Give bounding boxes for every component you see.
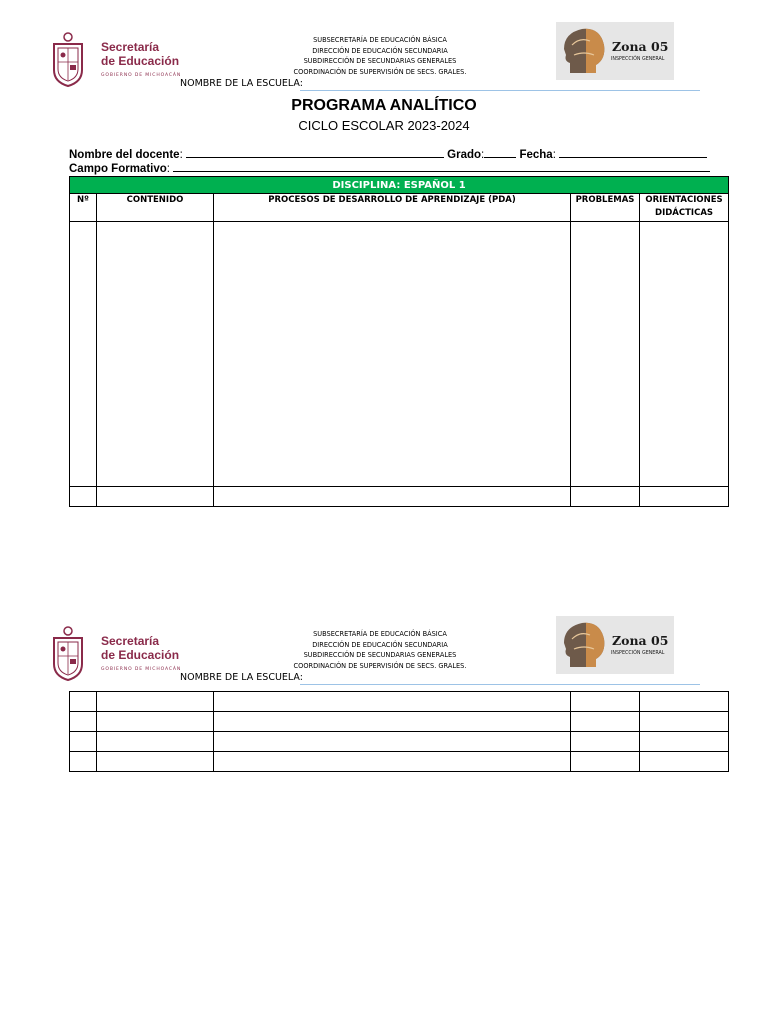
header-rule: [300, 684, 700, 685]
table-cell[interactable]: [214, 692, 571, 712]
date-field[interactable]: [559, 146, 707, 158]
table-cell[interactable]: [97, 222, 214, 487]
head-profile-icon: [560, 619, 610, 671]
school-name-label: NOMBRE DE LA ESCUELA:: [180, 672, 303, 683]
zona-subtitle: INSPECCIÓN GENERAL: [611, 57, 665, 62]
table-row: [70, 732, 729, 752]
page-title: PROGRAMA ANALÍTICO: [291, 97, 477, 114]
table-cell[interactable]: [640, 712, 729, 732]
logo-title-line1: Secretaría: [101, 40, 160, 54]
table-cell[interactable]: [571, 222, 640, 487]
table-cell[interactable]: [97, 712, 214, 732]
table-row: [70, 712, 729, 732]
table-cell[interactable]: [640, 487, 729, 507]
michoacan-shield-icon: [50, 624, 86, 682]
table-cell[interactable]: [97, 752, 214, 772]
logo-title-line2: de Educación: [101, 648, 180, 662]
grade-label: Grado: [447, 149, 482, 161]
header-lines: [240, 629, 520, 671]
table-cell[interactable]: [214, 732, 571, 752]
header-line: SUBDIRECCIÓN DE SECUNDARIAS GENERALES: [303, 651, 457, 659]
table-cell[interactable]: [640, 692, 729, 712]
campo-label: Campo Formativo: [69, 163, 167, 175]
table-row: [70, 692, 729, 712]
header-rule: [300, 90, 700, 91]
table-cell[interactable]: [571, 692, 640, 712]
secretaria-logo: [36, 618, 196, 688]
col-number-header: Nº: [70, 194, 97, 222]
table-cell[interactable]: [571, 487, 640, 507]
teacher-field[interactable]: [186, 146, 444, 158]
school-name-label: NOMBRE DE LA ESCUELA:: [180, 78, 303, 89]
date-label: Fecha: [519, 149, 553, 161]
header-line: SUBSECRETARÍA DE EDUCACIÓN BÁSICA: [313, 36, 447, 44]
head-profile-icon: [560, 25, 610, 77]
michoacan-shield-icon: [50, 30, 86, 88]
header-line: DIRECCIÓN DE EDUCACIÓN SECUNDARIA: [312, 46, 448, 55]
table-cell[interactable]: [640, 752, 729, 772]
table-cell[interactable]: [640, 222, 729, 487]
grade-field[interactable]: [484, 146, 516, 158]
table-cell[interactable]: [70, 487, 97, 507]
logo-title-line1: Secretaría: [101, 634, 160, 648]
zona-title: Zona 05: [612, 633, 669, 648]
table-cell[interactable]: [214, 712, 571, 732]
table-cell[interactable]: [571, 732, 640, 752]
table-cell[interactable]: [214, 752, 571, 772]
header-lines: [240, 35, 520, 77]
zona-subtitle: INSPECCIÓN GENERAL: [611, 651, 665, 656]
table-row: [70, 222, 729, 487]
col-content-header: CONTENIDO: [97, 194, 214, 222]
table-cell[interactable]: [70, 752, 97, 772]
secretaria-logo: [36, 24, 196, 94]
logo-title-line2: de Educación: [101, 54, 180, 68]
teacher-label: Nombre del docente: [69, 149, 180, 161]
header-line: DIRECCIÓN DE EDUCACIÓN SECUNDARIA: [312, 640, 448, 649]
zona-logo: [556, 22, 674, 80]
table-row: [70, 487, 729, 507]
header-line: COORDINACIÓN DE SUPERVISIÓN DE SECS. GRALES.: [293, 67, 467, 76]
discipline-title: DISCIPLINA: ESPAÑOL 1: [70, 177, 729, 194]
col-orientations-header: ORIENTACIONES DIDÁCTICAS: [640, 194, 729, 222]
campo-line: Campo Formativo:: [69, 160, 710, 175]
table-cell[interactable]: [97, 732, 214, 752]
table-cell[interactable]: [640, 732, 729, 752]
header-line: SUBSECRETARÍA DE EDUCACIÓN BÁSICA: [313, 630, 447, 638]
table-cell[interactable]: [214, 222, 571, 487]
zona-logo: [556, 616, 674, 674]
zona-title: Zona 05: [612, 39, 669, 54]
table-cell[interactable]: [214, 487, 571, 507]
continuation-table: [69, 691, 729, 772]
table-cell[interactable]: [97, 692, 214, 712]
logo-subtitle: GOBIERNO DE MICHOACÁN: [101, 667, 182, 672]
teacher-line: Nombre del docente: Grado: Fecha:: [69, 146, 707, 161]
table-cell[interactable]: [70, 712, 97, 732]
program-table: [69, 176, 729, 507]
table-cell[interactable]: [571, 752, 640, 772]
table-cell[interactable]: [70, 222, 97, 487]
table-cell[interactable]: [571, 712, 640, 732]
table-cell[interactable]: [70, 692, 97, 712]
campo-field[interactable]: [173, 160, 710, 172]
table-cell[interactable]: [97, 487, 214, 507]
header-line: COORDINACIÓN DE SUPERVISIÓN DE SECS. GRALES.: [293, 661, 467, 670]
table-row: [70, 752, 729, 772]
logo-subtitle: GOBIERNO DE MICHOACÁN: [101, 73, 182, 78]
col-pda-header: PROCESOS DE DESARROLLO DE APRENDIZAJE (PDA): [214, 194, 571, 222]
col-problems-header: PROBLEMAS: [571, 194, 640, 222]
table-cell[interactable]: [70, 732, 97, 752]
header-line: SUBDIRECCIÓN DE SECUNDARIAS GENERALES: [303, 57, 457, 65]
school-cycle: CICLO ESCOLAR 2023-2024: [298, 118, 470, 133]
